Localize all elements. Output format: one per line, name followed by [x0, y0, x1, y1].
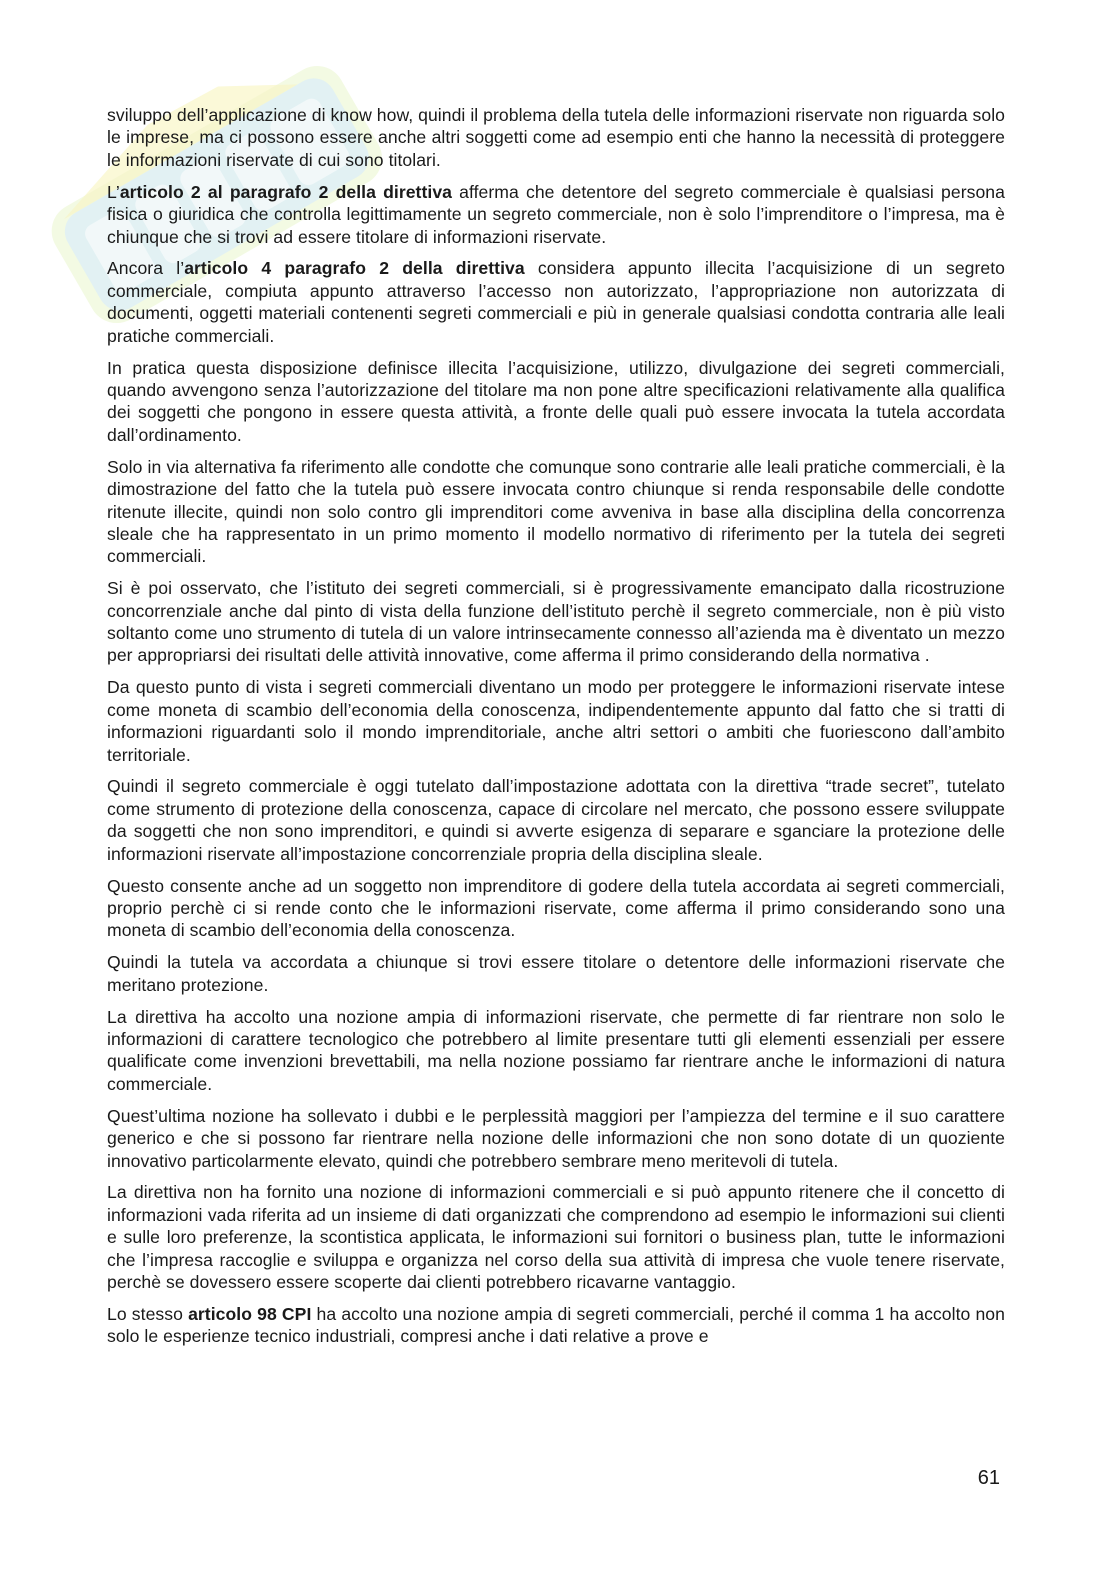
text-run: Da questo punto di vista i segreti commerciali diventano un modo per proteggere le informazioni riservate intese come moneta di scambio dell’economia della conoscenza, indipendentemente appunto dal fatto che si tratti di informazioni riguardanti solo il mondo imprenditoriale, anche altri settori o ambiti che fuoriescono dall’ambito territoriale.: [107, 677, 1005, 765]
text-run: L’: [107, 181, 120, 202]
paragraph: [107, 775, 1005, 865]
paragraph: [107, 181, 1005, 248]
text-run: Questo consente anche ad un soggetto non imprenditore di godere della tutela accordata ai segreti commerciali, proprio perchè ci si rende conto che le informazioni riservate, come afferma il primo considerando sono una moneta di scambio dell’economia della conoscenza.: [107, 875, 1005, 941]
bold-reference: articolo 2 al paragrafo 2 della direttiva: [119, 181, 452, 202]
text-run: Quindi la tutela va accordata a chiunque si trovi essere titolare o detentore delle informazioni riservate che meritano protezione.: [107, 952, 1005, 995]
text-run: Quindi il segreto commerciale è oggi tutelato dall’impostazione adottata con la direttiva “trade secret”, tutelato come strumento di protezione della conoscenza, capace di circolare nel mercato, che possono essere sviluppate da soggetti che non sono imprenditori, e quindi si avverte esigenza di separare e sganciare la protezione delle informazioni riservate all’impostazione concorrenziale propria della disciplina sleale.: [107, 776, 1005, 864]
paragraph: [107, 1181, 1005, 1293]
paragraph: [107, 951, 1005, 996]
paragraph: [107, 577, 1005, 667]
text-run: Solo in via alternativa fa riferimento alle condotte che comunque sono contrarie alle leali pratiche commerciali, è la dimostrazione del fatto che la tutela può essere invocata contro chiunque si renda responsabile delle condotte ritenute illecite, quindi non solo contro gli imprenditori come avveniva in base alla disciplina della concorrenza sleale che ha rappresentato in un primo momento il modello normativo di riferimento per la tutela dei segreti commerciali.: [107, 456, 1005, 567]
paragraph: [107, 104, 1005, 171]
paragraph: [107, 676, 1005, 766]
paragraph: [107, 357, 1005, 447]
paragraph: [107, 1105, 1005, 1172]
paragraph: [107, 1303, 1005, 1348]
text-run: Si è poi osservato, che l’istituto dei segreti commerciali, si è progressivamente emancipato dalla ricostruzione concorrenziale anche dal pinto di vista della funzione dell’istituto perchè il segreto commerciale, non è più visto soltanto come uno strumento di tutela di un valore intrinsecamente connesso all’azienda ma è diventato un mezzo per appropriarsi dei risultati delle attività innovative, come afferma il primo considerando della normativa .: [107, 578, 1005, 666]
text-run: La direttiva non ha fornito una nozione di informazioni commerciali e si può appunto ritenere che il concetto di informazioni vada riferita ad un insieme di dati organizzati che comprendono ad esempio le informazioni sui clienti e sulle loro preferenze, la scontistica applicata, le informazioni sui fornitori o business plan, tutte le informazioni che l’impresa raccoglie e sviluppa e organizza nel corso della sua attività di impresa che vuole tenere riservate, perchè se dovessero essere scoperte dai clienti potrebbero ricavarne vantaggio.: [107, 1182, 1005, 1293]
paragraph: [107, 1006, 1005, 1096]
text-run: ha accolto una nozione ampia di segreti commerciali, perché il comma 1 ha accolto non solo le esperienze tecnico industriali, compresi anche i dati relative a prove e: [107, 1304, 1005, 1347]
text-run: Lo stesso: [107, 1304, 189, 1324]
text-run: In pratica questa disposizione definisce illecita l’acquisizione, utilizzo, divulgazione dei segreti commerciali, quando avvengono senza l’autorizzazione del titolare ma non pone altre specificazioni relativamente alla qualifica dei soggetti che pongono in essere questa attività, a fronte delle quali può essere invocata la tutela accordata dall’ordinamento.: [107, 357, 1005, 445]
bold-reference: articolo 4 paragrafo 2 della direttiva: [184, 258, 525, 279]
page-number: 61: [977, 1467, 1000, 1489]
text-run: Ancora l’: [107, 258, 185, 279]
bold-reference: articolo 98 CPI: [188, 1304, 312, 1324]
text-run: afferma che detentore del segreto commerciale è qualsiasi persona fisica o giuridica che controlla legittimamente un segreto commerciale, non è solo l’imprenditore o l’impresa, ma è chiunque che si trovi ad essere titolare di informazioni riservate.: [107, 181, 1005, 247]
text-run: Quest’ultima nozione ha sollevato i dubbi e le perplessità maggiori per l’ampiezza del termine e il suo carattere generico e che si possono far rientrare nella nozione delle informazioni che non sono dotate di un quoziente innovativo particolarmente elevato, quindi che potrebbero sembrare meno meritevoli di tutela.: [107, 1105, 1005, 1171]
paragraph: [107, 257, 1005, 347]
text-run: sviluppo dell’applicazione di know how, quindi il problema della tutela delle informazioni riservate non riguarda solo le imprese, ma ci possono essere anche altri soggetti come ad esempio enti che hanno la necessità di proteggere le informazioni riservate di cui sono titolari.: [107, 105, 1005, 170]
paragraph: [107, 456, 1005, 568]
paragraph: [107, 875, 1005, 942]
text-run: La direttiva ha accolto una nozione ampia di informazioni riservate, che permette di far rientrare non solo le informazioni di carattere tecnologico che potrebbero al limite presentare tutti gli elementi essenziali per essere qualificate come invenzioni brevettabili, ma nella nozione possiamo far rientrare anche le informazioni di natura commerciale.: [107, 1006, 1005, 1094]
text-run: considera appunto illecita l’acquisizione di un segreto commerciale, compiuta appunto attraverso l’accesso non autorizzato, l’appropriazione non autorizzata di documenti, oggetti materiali contenenti segreti commerciali e più in generale qualsiasi condotta contraria alle leali pratiche commerciali.: [107, 258, 1005, 346]
document-body: [107, 104, 1005, 1357]
